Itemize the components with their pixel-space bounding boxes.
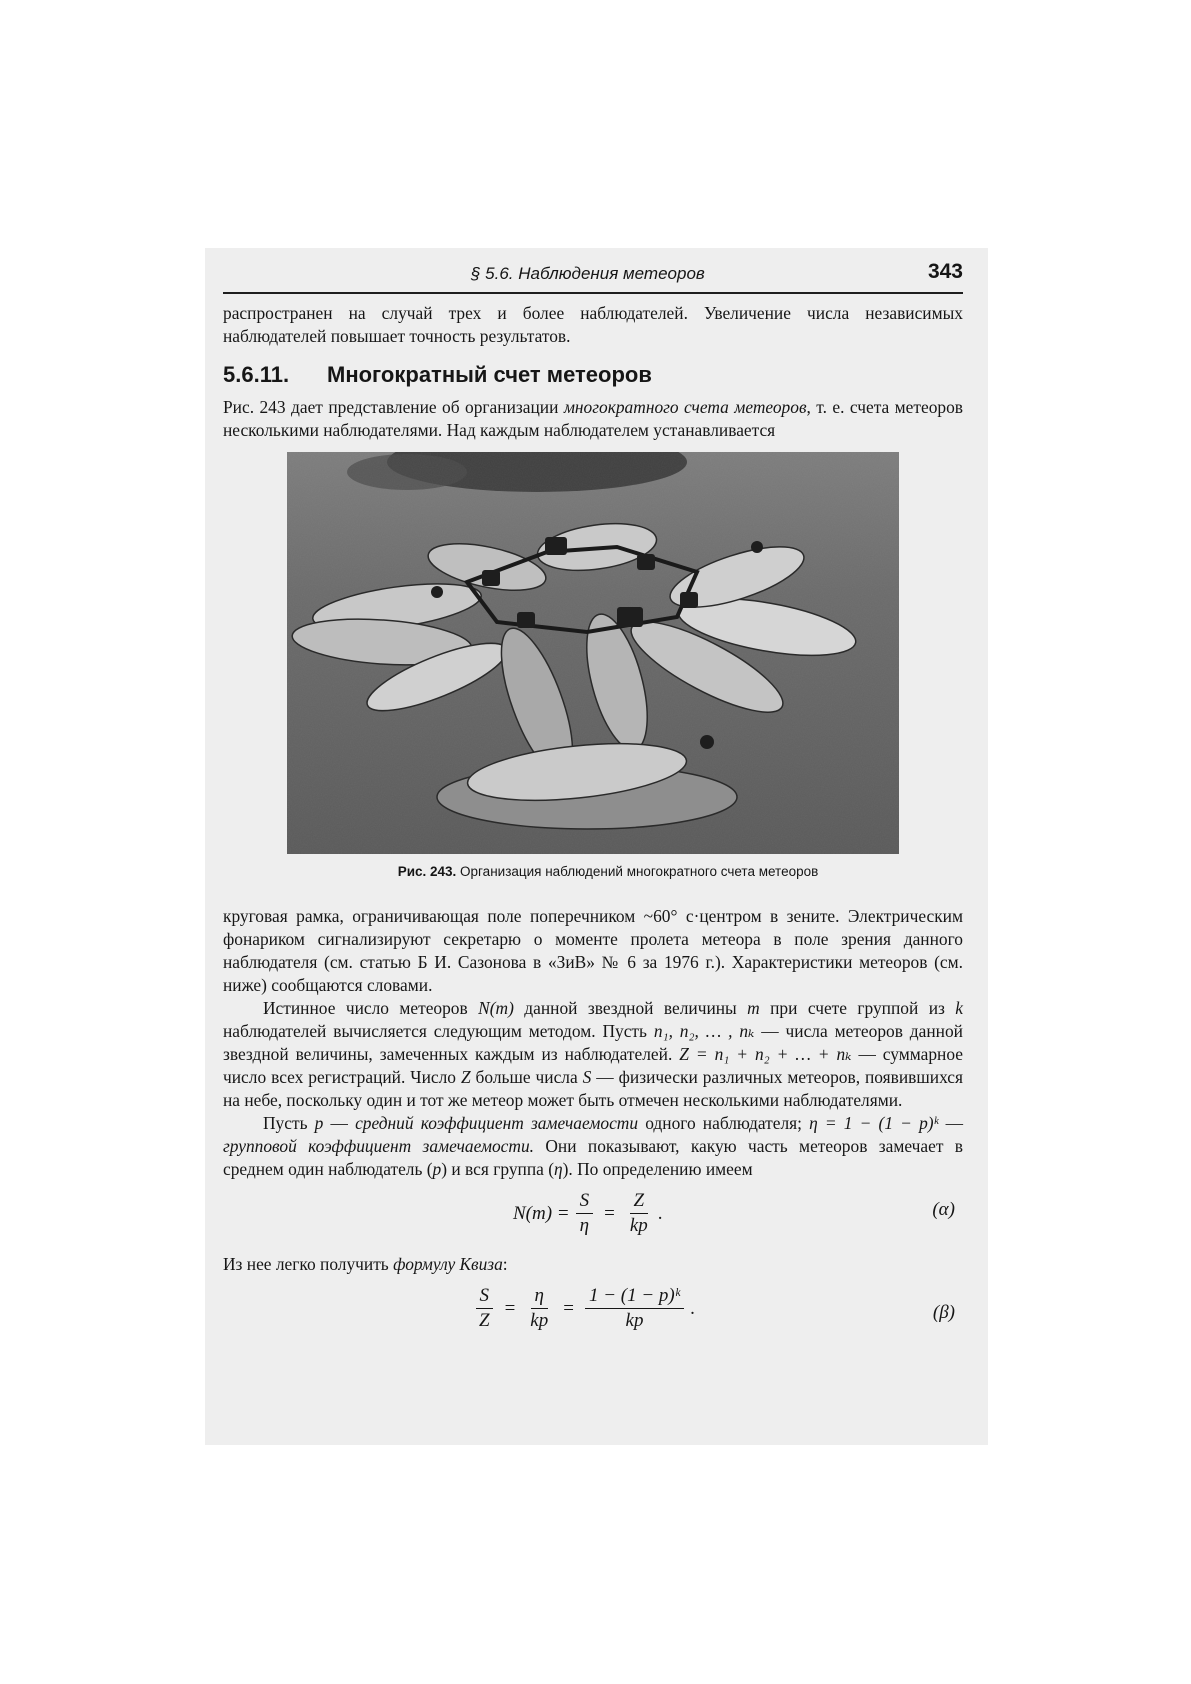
formula-beta: $\frac{S}{Z}$ = $\frac{\eta}{kp}$ = $\frac{\text{1 − (1 − p)ᵏ}}{kp}$ . (β) (223, 1282, 963, 1348)
running-head (223, 262, 963, 294)
paragraph-intro: распространен на случай трех и более наблюдателей. Увеличение числа независимых наблюдателей повышает точность результатов. (223, 303, 963, 346)
section-title: Многократный счет метеоров (327, 362, 652, 387)
figure-243-photo (287, 452, 899, 854)
emphasis-kviz-formula: формулу Квиза (393, 1254, 503, 1274)
formula-beta-label: (β) (932, 1302, 955, 1323)
figure-caption-text: Организация наблюдений многократного счета метеоров (460, 864, 819, 879)
paragraph-figure-reference: Рис. 243 дает представление об организации многократного счета метеоров, т. е. счета метеоров несколькими наблюдателями. Над каждым наблюдателем устанавливается (223, 397, 963, 440)
running-title: § 5.6. Наблюдения метеоров (471, 264, 705, 283)
page-number: 343 (927, 260, 963, 283)
figure-label: Рис. 243. (397, 864, 457, 879)
formula-alpha-label: (α) (932, 1199, 955, 1220)
emphasis-multiple-count: многократного счета метеоров (563, 397, 807, 417)
book-page (205, 248, 988, 1445)
paragraph-frame: круговая рамка, ограничивающая поле поперечником ~60° с·центром в зените. Электрическим фонариком сигнализируют секретарю о моменте пролета метеора в поле зрения данного наблюдателя (см. статью Б И. Сазонова в «ЗиВ» № 6 за 1976 г.). Характеристики метеоров (см. ниже) сообщаются словами. (223, 906, 963, 995)
paragraph-coefficients: Пусть p — средний коэффициент замечаемости одного наблюдателя; η = 1 − (1 − p)ᵏ — групповой коэффициент замечаемости. Они показывают, какую часть метеоров замечает в среднем один наблюдатель (p) и вся группа (η). По определению имеем (223, 1113, 963, 1179)
formula-alpha: N(m) = $\frac{S}{\eta}$ = $\frac{Z}{kp}$ . (α) (513, 1190, 955, 1236)
section-number: 5.6.11. (223, 362, 290, 387)
page-content (223, 262, 963, 1348)
figure-caption (223, 864, 963, 879)
section-heading (223, 360, 963, 390)
paragraph-true-number: Истинное число метеоров N(m) данной звездной величины m при счете группой из k наблюдателей вычисляется следующим методом. Пусть n₁, n₂, … , nₖ — числа метеоров данной звездной величины, замеченных каждым из наблюдателей. Z = n₁ + n₂ + … + nₖ — суммарное число всех регистраций. Число Z больше числа S — физически различных метеоров, появившихся на небе, поскольку один и тот же метеор может быть отмечен несколькими наблюдателями. (223, 998, 964, 1110)
observers-photo-illustration (287, 452, 899, 854)
paragraph-kviz: Из нее легко получить формулу Квиза: (223, 1254, 508, 1274)
